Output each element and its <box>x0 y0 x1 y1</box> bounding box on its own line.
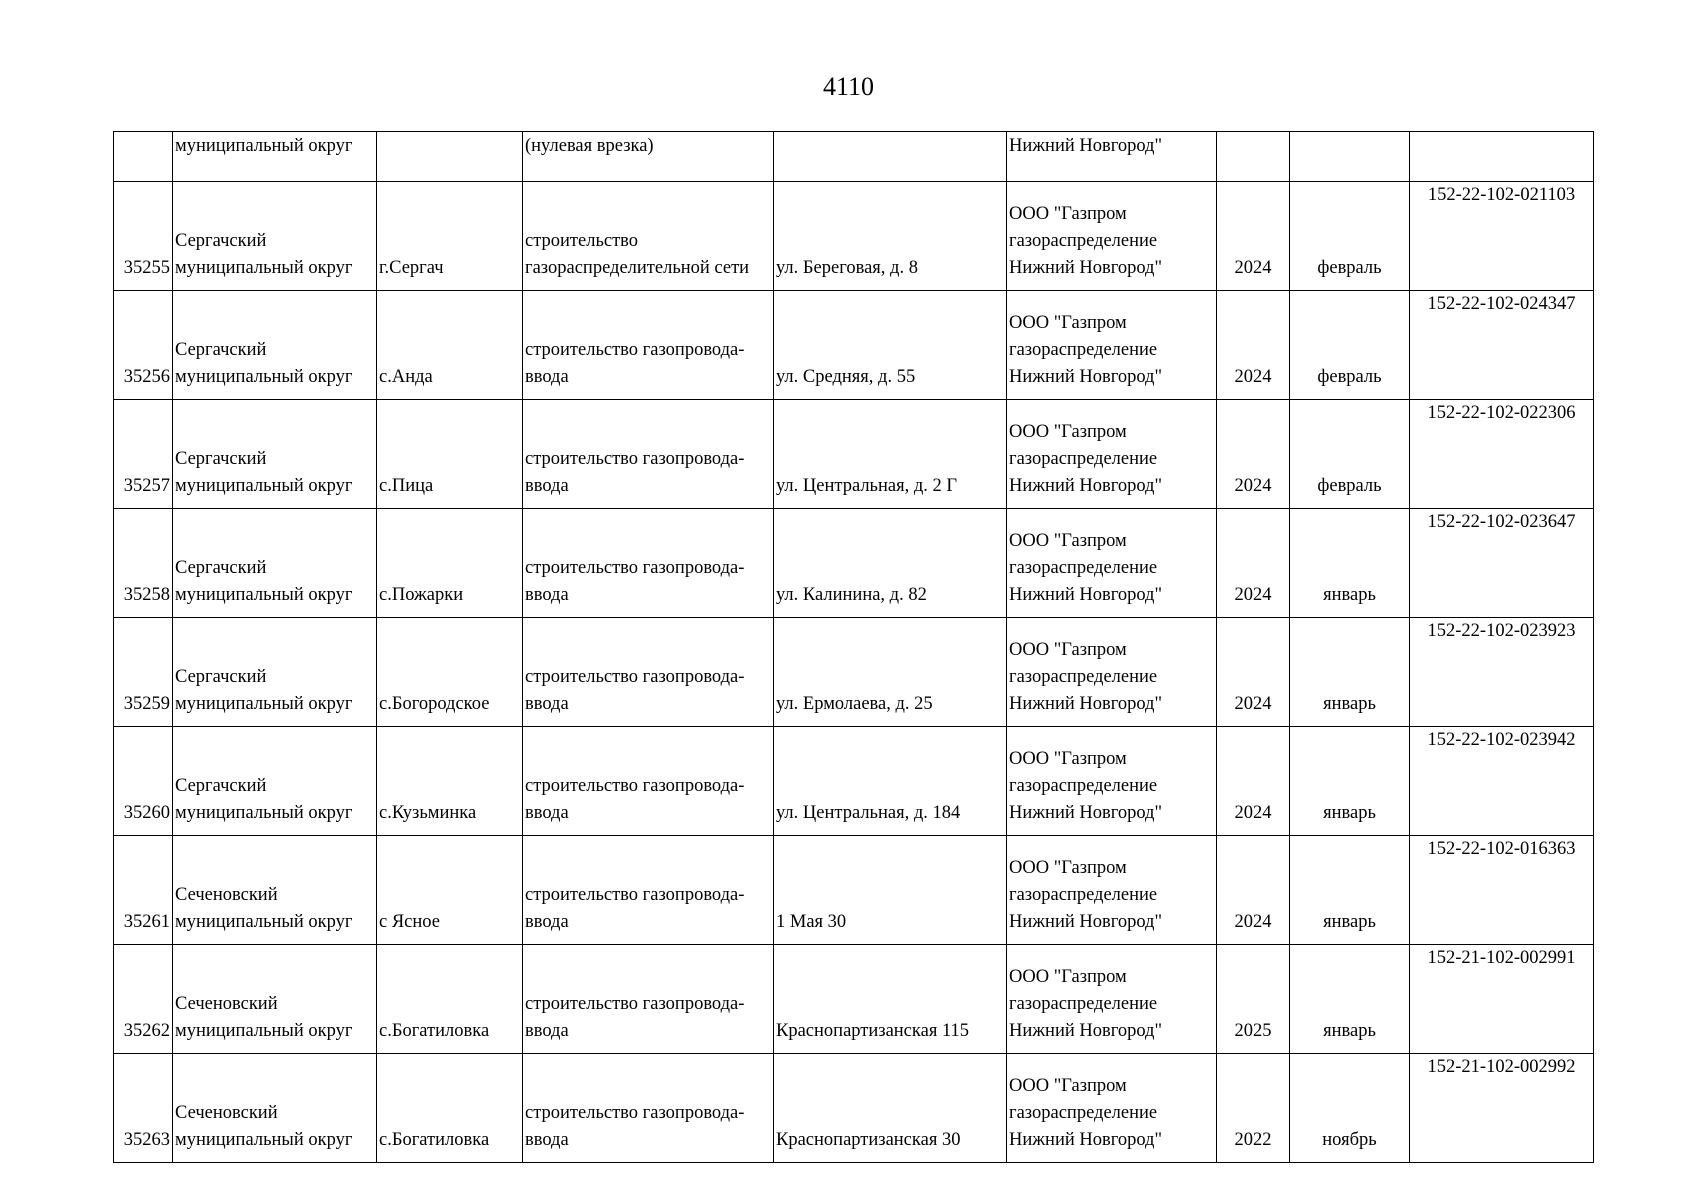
district-name: Сергачский <box>175 558 267 578</box>
month-value: январь <box>1323 803 1376 823</box>
cell-month <box>1290 727 1410 836</box>
district-name: Сеченовский <box>175 1103 278 1123</box>
cell-month <box>1290 400 1410 509</box>
organization-line-2: газораспределение <box>1009 994 1158 1014</box>
cell-organization <box>1007 1054 1217 1163</box>
cell-work-type <box>523 509 774 618</box>
cell-number <box>114 132 173 182</box>
cell-year <box>1217 182 1290 291</box>
code-value: 152-22-102-024347 <box>1427 294 1576 314</box>
cell-work-type <box>523 945 774 1054</box>
work-type-line-2: ввода <box>525 1021 569 1041</box>
organization-line-3: Нижний Новгород" <box>1009 367 1163 387</box>
organization-line-3: Нижний Новгород" <box>1009 1130 1163 1150</box>
organization-line-3: Нижний Новгород" <box>1009 803 1163 823</box>
organization-line-2: газораспределение <box>1009 231 1158 251</box>
cell-number <box>114 509 173 618</box>
address-text: ул. Ермолаева, д. 25 <box>776 694 933 714</box>
address-text: ул. Центральная, д. 2 Г <box>776 476 958 496</box>
locality-name: с.Кузьминка <box>379 803 477 823</box>
organization-line-2: газораспределение <box>1009 340 1158 360</box>
cell-locality <box>377 509 523 618</box>
cell-work-type <box>523 1054 774 1163</box>
cell-month <box>1290 509 1410 618</box>
table-row <box>114 618 1594 727</box>
month-value: февраль <box>1317 476 1382 496</box>
row-number: 35262 <box>123 1021 170 1041</box>
work-type-line-2: ввода <box>525 367 569 387</box>
table-row <box>114 400 1594 509</box>
cell-district <box>173 291 377 400</box>
cell-number <box>114 1054 173 1163</box>
year-value: 2024 <box>1234 694 1272 714</box>
locality-name: с.Пица <box>379 476 434 496</box>
organization-line-3: Нижний Новгород" <box>1009 1021 1163 1041</box>
row-number: 35260 <box>123 803 170 823</box>
locality-name: г.Сергач <box>379 258 444 278</box>
work-type-line-1: строительство газопровода- <box>525 1103 745 1123</box>
cell-locality <box>377 945 523 1054</box>
cell-year <box>1217 291 1290 400</box>
cell-work-type <box>523 291 774 400</box>
cell-address <box>774 836 1007 945</box>
address-text: ул. Центральная, д. 184 <box>776 803 961 823</box>
district-name: Сеченовский <box>175 885 278 905</box>
row-number: 35255 <box>123 258 170 278</box>
district-name: Сергачский <box>175 667 267 687</box>
table-row <box>114 291 1594 400</box>
cell-work-type <box>523 618 774 727</box>
month-value: февраль <box>1317 258 1382 278</box>
district-type: муниципальный округ <box>175 912 353 932</box>
work-type-line-2: ввода <box>525 912 569 932</box>
cell-district: муниципальный округ <box>173 132 377 182</box>
cell-organization <box>1007 727 1217 836</box>
cell-code <box>1410 836 1594 945</box>
work-type-line-2: ввода <box>525 694 569 714</box>
cell-address <box>774 1054 1007 1163</box>
table-row <box>114 509 1594 618</box>
district-type: муниципальный округ <box>175 694 353 714</box>
organization-line-2: газораспределение <box>1009 1103 1158 1123</box>
organization-line-2: газораспределение <box>1009 558 1158 578</box>
month-value: январь <box>1323 585 1376 605</box>
row-number: 35258 <box>123 585 170 605</box>
cell-address <box>774 400 1007 509</box>
row-number: 35257 <box>123 476 170 496</box>
locality-name: с Ясное <box>379 912 440 932</box>
organization-line-1: ООО "Газпром <box>1009 640 1127 660</box>
year-value: 2024 <box>1234 367 1272 387</box>
year-value: 2024 <box>1234 258 1272 278</box>
code-value: 152-21-102-002992 <box>1427 1057 1576 1077</box>
district-type: муниципальный округ <box>175 258 353 278</box>
organization-line-1: ООО "Газпром <box>1009 749 1127 769</box>
table-row <box>114 182 1594 291</box>
cell-work-type <box>523 400 774 509</box>
district-type: муниципальный округ <box>175 476 353 496</box>
code-value: 152-22-102-022306 <box>1427 403 1576 423</box>
cell-district <box>173 618 377 727</box>
cell-address <box>774 291 1007 400</box>
organization-line-1: ООО "Газпром <box>1009 967 1127 987</box>
cell-work-type <box>523 836 774 945</box>
district-type: муниципальный округ <box>175 367 353 387</box>
cell-work-type <box>523 182 774 291</box>
cell-month <box>1290 1054 1410 1163</box>
work-type-line-1: строительство газопровода- <box>525 340 745 360</box>
work-type-line-2: газораспределительной сети <box>525 258 750 278</box>
cell-district <box>173 182 377 291</box>
cell-number <box>114 836 173 945</box>
district-type: муниципальный округ <box>175 1130 353 1150</box>
gas-connection-table <box>113 131 1594 1163</box>
cell-locality <box>377 132 523 182</box>
work-type-line-1: строительство газопровода- <box>525 885 745 905</box>
month-value: ноябрь <box>1322 1130 1377 1150</box>
cell-month <box>1290 182 1410 291</box>
organization-line-1: ООО "Газпром <box>1009 858 1127 878</box>
cell-number <box>114 727 173 836</box>
district-type: муниципальный округ <box>175 1021 353 1041</box>
cell-code <box>1410 1054 1594 1163</box>
code-value: 152-22-102-023923 <box>1427 621 1576 641</box>
cell-district <box>173 727 377 836</box>
cell-address <box>774 132 1007 182</box>
organization-line-2: газораспределение <box>1009 885 1158 905</box>
cell-organization <box>1007 618 1217 727</box>
organization-line-3: Нижний Новгород" <box>1009 694 1163 714</box>
organization-line-2: газораспределение <box>1009 776 1158 796</box>
cell-organization <box>1007 182 1217 291</box>
cell-organization: Нижний Новгород" <box>1007 132 1217 182</box>
address-text: 1 Мая 30 <box>776 912 847 932</box>
cell-locality <box>377 182 523 291</box>
district-type: муниципальный округ <box>175 803 353 823</box>
cell-code <box>1410 132 1594 182</box>
cell-year <box>1217 836 1290 945</box>
locality-name: с.Анда <box>379 367 433 387</box>
cell-month <box>1290 945 1410 1054</box>
organization-line-1: ООО "Газпром <box>1009 313 1127 333</box>
table-row <box>114 1054 1594 1163</box>
cell-year <box>1217 1054 1290 1163</box>
cell-code <box>1410 727 1594 836</box>
month-value: январь <box>1323 1021 1376 1041</box>
cell-locality <box>377 618 523 727</box>
cell-year <box>1217 618 1290 727</box>
cell-code <box>1410 945 1594 1054</box>
table-row <box>114 945 1594 1054</box>
cell-organization <box>1007 509 1217 618</box>
code-value: 152-22-102-021103 <box>1427 185 1576 205</box>
cell-district <box>173 1054 377 1163</box>
district-name: Сергачский <box>175 231 267 251</box>
table-row <box>114 836 1594 945</box>
work-type-line-2: ввода <box>525 585 569 605</box>
work-type-line-1: строительство <box>525 231 639 251</box>
cell-organization <box>1007 836 1217 945</box>
address-text: ул. Средняя, д. 55 <box>776 367 916 387</box>
work-type-line-1: строительство газопровода- <box>525 449 745 469</box>
cell-number <box>114 291 173 400</box>
code-value: 152-22-102-023647 <box>1427 512 1576 532</box>
cell-year <box>1217 132 1290 182</box>
cell-month <box>1290 132 1410 182</box>
cell-organization <box>1007 400 1217 509</box>
cell-district <box>173 509 377 618</box>
year-value: 2024 <box>1234 912 1272 932</box>
year-value: 2024 <box>1234 803 1272 823</box>
organization-line-3: Нижний Новгород" <box>1009 585 1163 605</box>
locality-name: с.Богородское <box>379 694 490 714</box>
organization-line-2: газораспределение <box>1009 449 1158 469</box>
cell-locality <box>377 727 523 836</box>
cell-year <box>1217 727 1290 836</box>
district-type: муниципальный округ <box>175 585 353 605</box>
cell-work-type: (нулевая врезка) <box>523 132 774 182</box>
year-value: 2022 <box>1234 1130 1272 1150</box>
cell-locality <box>377 400 523 509</box>
cell-number <box>114 945 173 1054</box>
cell-year <box>1217 400 1290 509</box>
cell-number <box>114 400 173 509</box>
cell-year <box>1217 509 1290 618</box>
cell-month <box>1290 836 1410 945</box>
cell-address <box>774 945 1007 1054</box>
work-type-line-1: строительство газопровода- <box>525 558 745 578</box>
work-type-line-1: строительство газопровода- <box>525 994 745 1014</box>
month-value: январь <box>1323 912 1376 932</box>
month-value: январь <box>1323 694 1376 714</box>
row-number: 35259 <box>123 694 170 714</box>
page-number: 4110 <box>822 72 875 101</box>
address-text: Краснопартизанская 30 <box>776 1130 961 1150</box>
cell-district <box>173 400 377 509</box>
work-type-line-1: строительство газопровода- <box>525 776 745 796</box>
district-name: Сергачский <box>175 449 267 469</box>
row-number: 35261 <box>123 912 170 932</box>
year-value: 2024 <box>1234 585 1272 605</box>
cell-month <box>1290 291 1410 400</box>
cell-code <box>1410 182 1594 291</box>
cell-code <box>1410 509 1594 618</box>
cell-address <box>774 727 1007 836</box>
cell-organization <box>1007 291 1217 400</box>
locality-name: с.Пожарки <box>379 585 464 605</box>
locality-name: с.Богатиловка <box>379 1130 490 1150</box>
work-type-line-1: строительство газопровода- <box>525 667 745 687</box>
month-value: февраль <box>1317 367 1382 387</box>
cell-locality <box>377 291 523 400</box>
code-value: 152-22-102-023942 <box>1427 730 1576 750</box>
cell-code <box>1410 400 1594 509</box>
cell-address <box>774 509 1007 618</box>
year-value: 2025 <box>1234 1021 1272 1041</box>
cell-number <box>114 182 173 291</box>
organization-line-3: Нижний Новгород" <box>1009 258 1163 278</box>
cell-year <box>1217 945 1290 1054</box>
district-name: Сеченовский <box>175 994 278 1014</box>
table-row-continuation <box>114 132 1594 182</box>
work-type-line-2: ввода <box>525 476 569 496</box>
locality-name: с.Богатиловка <box>379 1021 490 1041</box>
cell-locality <box>377 1054 523 1163</box>
code-value: 152-21-102-002991 <box>1427 948 1576 968</box>
cell-district <box>173 945 377 1054</box>
organization-line-3: Нижний Новгород" <box>1009 476 1163 496</box>
address-text: ул. Береговая, д. 8 <box>776 258 918 278</box>
cell-organization <box>1007 945 1217 1054</box>
cell-number <box>114 618 173 727</box>
cell-address <box>774 182 1007 291</box>
cell-month <box>1290 618 1410 727</box>
cell-code <box>1410 618 1594 727</box>
address-text: Краснопартизанская 115 <box>776 1021 970 1041</box>
address-text: ул. Калинина, д. 82 <box>776 585 927 605</box>
organization-line-1: ООО "Газпром <box>1009 422 1127 442</box>
cell-address <box>774 618 1007 727</box>
cell-code <box>1410 291 1594 400</box>
cell-locality <box>377 836 523 945</box>
organization-line-1: ООО "Газпром <box>1009 1076 1127 1096</box>
work-type-line-2: ввода <box>525 803 569 823</box>
year-value: 2024 <box>1234 476 1272 496</box>
organization-line-3: Нижний Новгород" <box>1009 912 1163 932</box>
organization-line-1: ООО "Газпром <box>1009 531 1127 551</box>
work-type-line-2: ввода <box>525 1130 569 1150</box>
district-name: Сергачский <box>175 340 267 360</box>
cell-work-type <box>523 727 774 836</box>
row-number: 35256 <box>123 367 170 387</box>
table-row <box>114 727 1594 836</box>
organization-line-1: ООО "Газпром <box>1009 204 1127 224</box>
code-value: 152-22-102-016363 <box>1427 839 1576 859</box>
district-name: Сергачский <box>175 776 267 796</box>
cell-district <box>173 836 377 945</box>
organization-line-2: газораспределение <box>1009 667 1158 687</box>
row-number: 35263 <box>123 1130 170 1150</box>
